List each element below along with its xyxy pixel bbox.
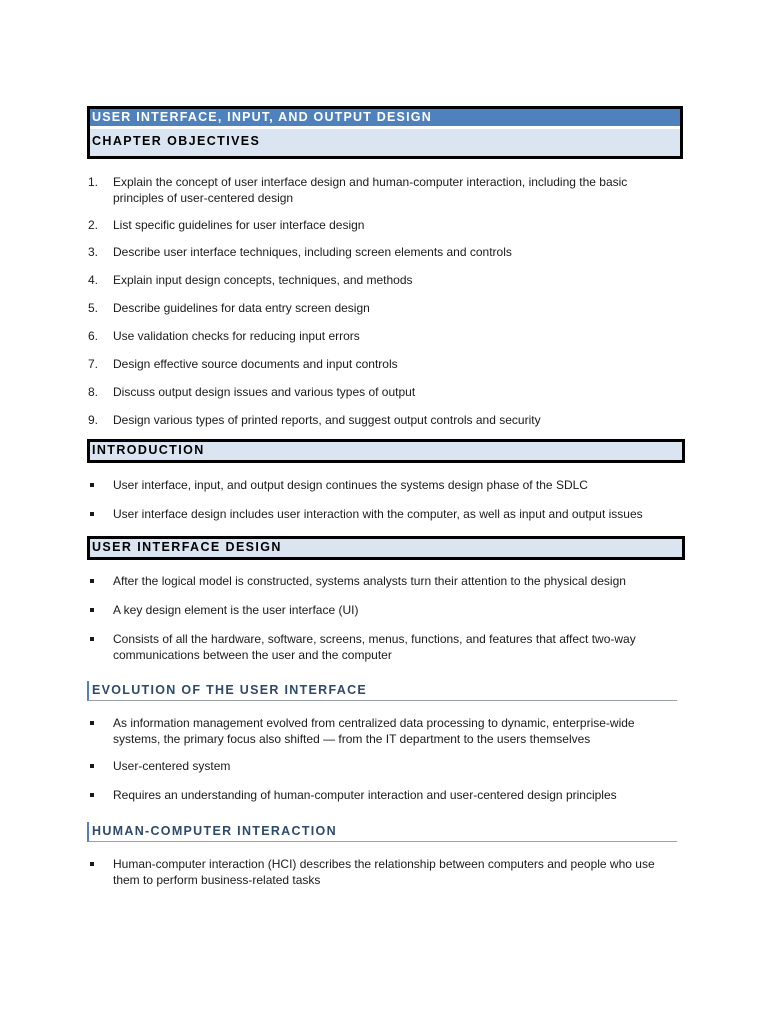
list-item: [88, 856, 688, 888]
bullet-icon: [90, 637, 94, 641]
list-item-text: Consists of all the hardware, software, screens, menus, functions, and features that affect two-way communications between the user and the computer: [113, 632, 636, 662]
objective-text: Use validation checks for reducing input errors: [113, 329, 360, 343]
objective-text: Describe guidelines for data entry screen design: [113, 301, 370, 315]
list-number: 6.: [88, 329, 99, 343]
list-item: [88, 506, 688, 522]
list-item-text: A key design element is the user interface (UI): [113, 603, 359, 617]
objective-text: List specific guidelines for user interface design: [113, 218, 365, 232]
evolution-heading: EVOLUTION OF THE USER INTERFACE: [87, 681, 677, 701]
bullet-icon: [90, 483, 94, 487]
list-item: [88, 715, 688, 747]
ui-design-heading: USER INTERFACE DESIGN: [87, 536, 685, 560]
objective-item: [88, 412, 688, 428]
list-number: 7.: [88, 357, 99, 371]
list-number: 9.: [88, 413, 99, 427]
list-item-text: User interface design includes user interaction with the computer, as well as input and output issues: [113, 507, 643, 521]
bullet-icon: [90, 721, 94, 725]
bullet-icon: [90, 793, 94, 797]
bullet-icon: [90, 862, 94, 866]
chapter-objectives-heading: CHAPTER OBJECTIVES: [92, 134, 261, 148]
objective-text: Design effective source documents and input controls: [113, 357, 398, 371]
list-item-text: Human-computer interaction (HCI) describes the relationship between computers and people who use them to perform business-related tasks: [113, 857, 655, 887]
list-number: 1.: [88, 175, 99, 189]
list-item-text: User-centered system: [113, 759, 231, 773]
bullet-icon: [90, 512, 94, 516]
title-block: [87, 106, 683, 159]
objective-item: [88, 356, 688, 372]
objective-item: [88, 328, 688, 344]
objective-text: Explain the concept of user interface design and human-computer interaction, including the basic principles of user-centered design: [113, 175, 628, 205]
objective-item: [88, 384, 688, 400]
list-number: 4.: [88, 273, 99, 287]
list-item: [88, 758, 688, 774]
document-title: USER INTERFACE, INPUT, AND OUTPUT DESIGN: [90, 109, 680, 126]
list-item-text: User interface, input, and output design continues the systems design phase of the SDLC: [113, 478, 588, 492]
list-item: [88, 602, 688, 618]
objective-item: [88, 174, 688, 206]
list-item: [88, 477, 688, 493]
list-number: 8.: [88, 385, 99, 399]
introduction-heading: INTRODUCTION: [87, 439, 685, 463]
objective-item: [88, 272, 688, 288]
objective-text: Describe user interface techniques, including screen elements and controls: [113, 245, 512, 259]
objective-item: [88, 244, 688, 260]
bullet-icon: [90, 579, 94, 583]
list-item-text: As information management evolved from centralized data processing to dynamic, enterprise-wide systems, the primary focus also shifted — from the IT department to the users themselves: [113, 716, 635, 746]
list-item-text: Requires an understanding of human-computer interaction and user-centered design principles: [113, 788, 617, 802]
list-number: 5.: [88, 301, 99, 315]
hci-heading: HUMAN-COMPUTER INTERACTION: [87, 822, 677, 842]
bullet-icon: [90, 764, 94, 768]
objective-text: Design various types of printed reports, and suggest output controls and security: [113, 413, 541, 427]
objective-text: Discuss output design issues and various types of output: [113, 385, 416, 399]
objective-item: [88, 300, 688, 316]
list-number: 3.: [88, 245, 99, 259]
list-item: [88, 787, 688, 803]
objective-item: [88, 217, 688, 233]
list-item: [88, 573, 688, 589]
objective-text: Explain input design concepts, techniques, and methods: [113, 273, 413, 287]
list-item-text: After the logical model is constructed, systems analysts turn their attention to the physical design: [113, 574, 626, 588]
bullet-icon: [90, 608, 94, 612]
list-item: [88, 631, 688, 663]
list-number: 2.: [88, 218, 99, 232]
